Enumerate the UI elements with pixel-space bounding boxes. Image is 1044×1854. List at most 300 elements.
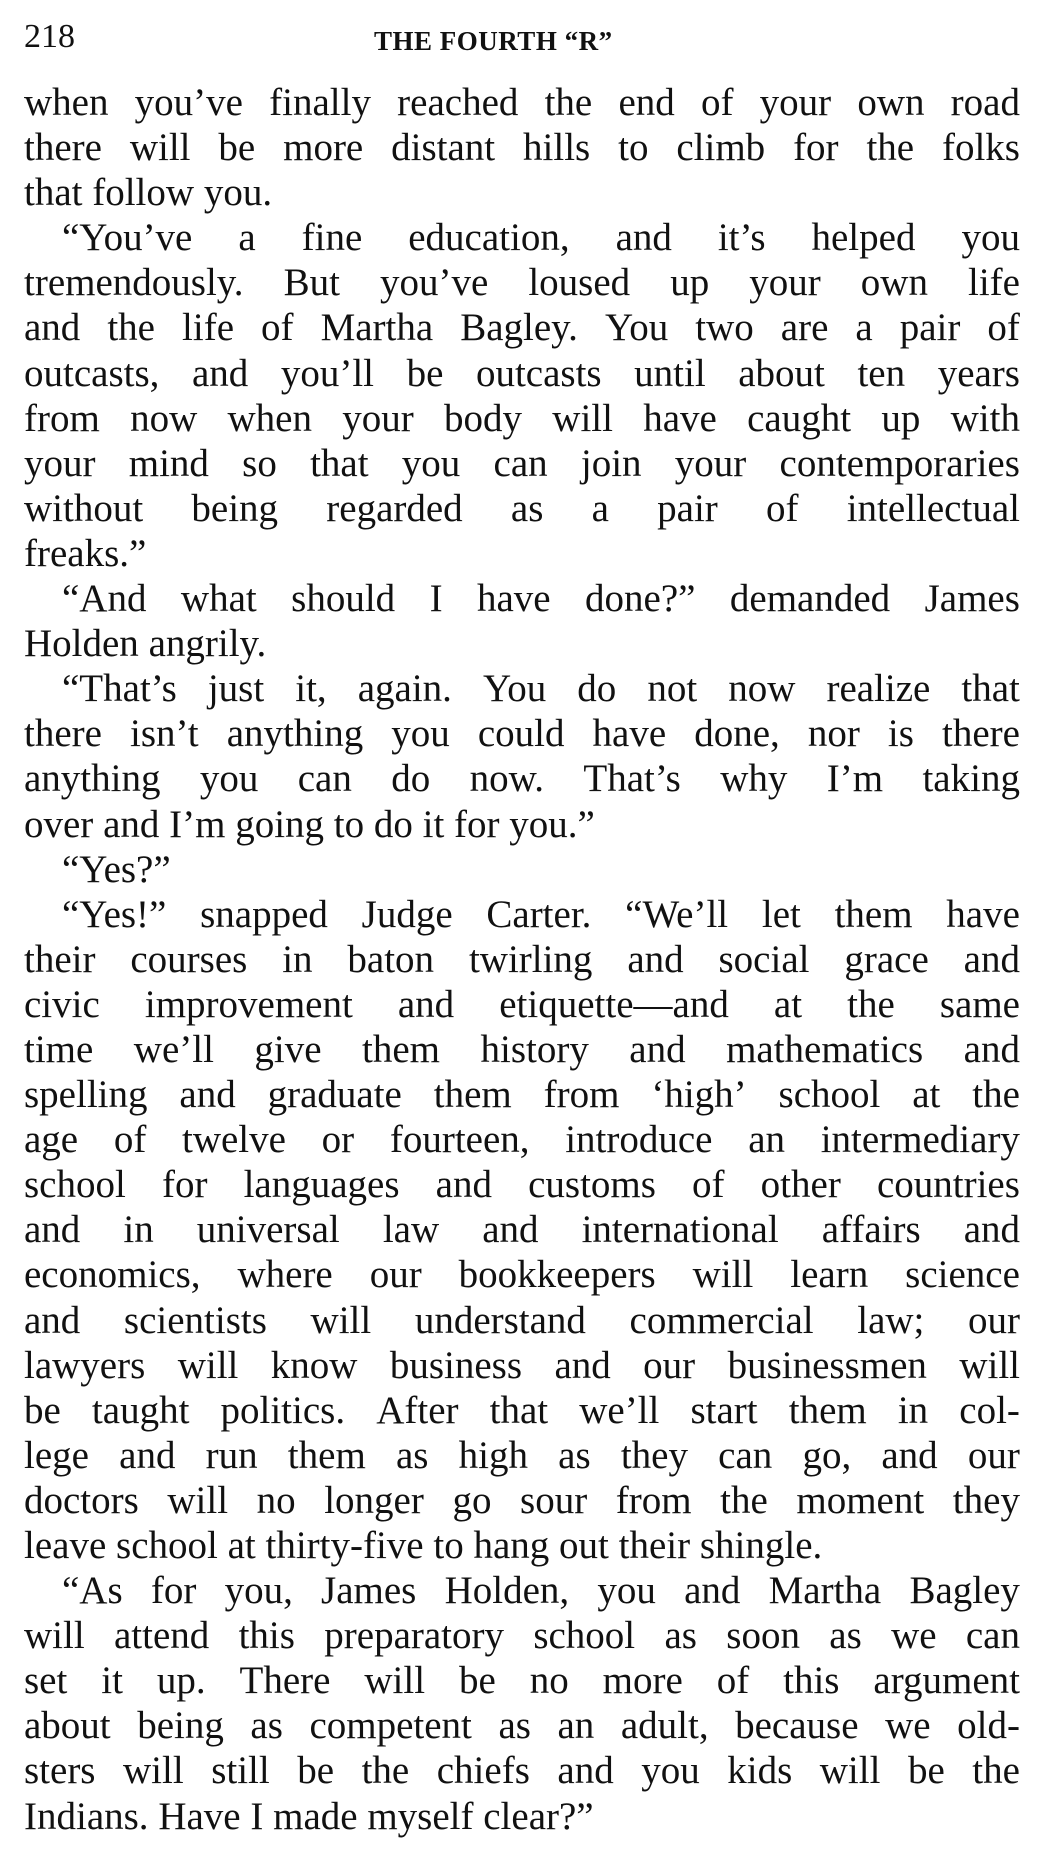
text-line bbox=[24, 1298, 1020, 1343]
word: Bagley bbox=[909, 1569, 1020, 1613]
word: do bbox=[391, 757, 431, 801]
word: James bbox=[924, 577, 1020, 621]
text-line bbox=[24, 486, 1020, 531]
text-line bbox=[24, 1072, 1020, 1117]
word: preparatory bbox=[324, 1614, 504, 1658]
word: up bbox=[670, 261, 710, 305]
word: social bbox=[718, 937, 810, 981]
word: are bbox=[780, 306, 829, 350]
word: years bbox=[937, 351, 1020, 395]
word: an bbox=[557, 1704, 595, 1748]
word: reached bbox=[397, 81, 519, 124]
word: and bbox=[629, 1027, 686, 1071]
word: when bbox=[227, 396, 312, 440]
word: will bbox=[959, 1343, 1020, 1387]
word: spelling bbox=[24, 1073, 148, 1117]
word: Indians. bbox=[24, 1794, 149, 1838]
word: nor bbox=[807, 712, 860, 756]
word: road bbox=[950, 81, 1020, 124]
word: for bbox=[150, 1569, 197, 1613]
word: myself bbox=[367, 1794, 474, 1838]
word: is bbox=[887, 712, 914, 756]
word: no bbox=[256, 1478, 296, 1522]
word: go, bbox=[802, 1433, 852, 1477]
word: you. bbox=[203, 171, 273, 215]
word: with bbox=[950, 396, 1020, 440]
text-line bbox=[24, 1388, 1020, 1433]
running-head: THE FOURTH “R” bbox=[374, 26, 613, 56]
word: and bbox=[881, 1433, 938, 1477]
text-line bbox=[24, 666, 1020, 711]
word: thirty-five bbox=[265, 1524, 424, 1567]
word: pair bbox=[657, 486, 718, 530]
word: going bbox=[235, 802, 325, 846]
word: your bbox=[759, 81, 832, 124]
word: anything bbox=[24, 757, 161, 801]
word: adult, bbox=[620, 1704, 709, 1748]
word: it bbox=[422, 802, 445, 846]
word: for bbox=[793, 126, 839, 170]
body-text bbox=[24, 80, 1020, 1839]
word: over bbox=[24, 802, 94, 846]
text-line bbox=[24, 756, 1020, 801]
word: to bbox=[333, 802, 365, 846]
word: no bbox=[529, 1659, 569, 1703]
word: out bbox=[559, 1524, 609, 1567]
word: of bbox=[716, 1659, 750, 1703]
word: that bbox=[961, 667, 1020, 711]
word: ‘high’ bbox=[651, 1073, 747, 1117]
word: you bbox=[401, 441, 461, 485]
word: be bbox=[907, 1749, 945, 1793]
word: start bbox=[690, 1388, 758, 1432]
word: doctors bbox=[24, 1478, 139, 1522]
word: the bbox=[544, 81, 593, 124]
word: a bbox=[591, 486, 609, 530]
word: isn’t bbox=[130, 712, 199, 756]
word: affairs bbox=[821, 1208, 921, 1252]
word: Carter. bbox=[486, 892, 592, 936]
word: lege bbox=[24, 1433, 89, 1477]
word: attend bbox=[113, 1614, 210, 1658]
word: their bbox=[24, 937, 96, 981]
word: realize bbox=[826, 667, 931, 711]
word: have bbox=[592, 712, 667, 756]
word: life bbox=[968, 261, 1020, 305]
word: There bbox=[239, 1659, 331, 1703]
word: climb bbox=[676, 126, 766, 170]
word: run bbox=[205, 1433, 258, 1477]
word: your bbox=[24, 441, 96, 485]
word: it’s bbox=[717, 216, 766, 260]
text-line bbox=[24, 305, 1020, 350]
word: moment bbox=[796, 1478, 925, 1522]
word: because bbox=[735, 1704, 859, 1748]
word: you’ll bbox=[280, 351, 375, 395]
word: school bbox=[533, 1614, 636, 1658]
word: you bbox=[597, 1569, 656, 1613]
text-line bbox=[24, 1794, 1020, 1839]
word: loused bbox=[528, 261, 631, 305]
word: as bbox=[395, 1433, 429, 1477]
word: about bbox=[24, 1704, 111, 1748]
word: graduate bbox=[267, 1073, 402, 1117]
word: what bbox=[180, 577, 257, 621]
text-line bbox=[24, 711, 1020, 756]
text-line bbox=[24, 847, 1020, 892]
word: will bbox=[129, 126, 191, 170]
text-line bbox=[24, 1703, 1020, 1748]
page-number: 218 bbox=[24, 18, 75, 55]
word: and bbox=[615, 216, 672, 260]
text-line bbox=[24, 1523, 1020, 1568]
word: the bbox=[972, 1073, 1020, 1117]
word: of bbox=[766, 486, 799, 530]
text-line bbox=[24, 441, 1020, 486]
word: your bbox=[749, 261, 821, 305]
word: their bbox=[618, 1524, 691, 1567]
word: the bbox=[107, 306, 155, 350]
word: our bbox=[967, 1433, 1020, 1477]
word: at bbox=[912, 1073, 941, 1117]
word: of bbox=[987, 306, 1020, 350]
word: when bbox=[24, 81, 109, 124]
word: your bbox=[674, 441, 747, 485]
text-line bbox=[24, 1027, 1020, 1072]
word: sour bbox=[520, 1478, 588, 1522]
word: or bbox=[321, 1118, 355, 1162]
word: understand bbox=[414, 1298, 586, 1342]
word: be bbox=[297, 1749, 335, 1793]
word: this bbox=[783, 1659, 840, 1703]
word: your bbox=[342, 396, 414, 440]
word: commercial bbox=[629, 1298, 814, 1342]
text-line bbox=[24, 892, 1020, 937]
word: you bbox=[641, 1749, 700, 1793]
word: can bbox=[965, 1614, 1020, 1658]
word: an bbox=[748, 1118, 785, 1162]
text-line bbox=[24, 396, 1020, 441]
word: now bbox=[130, 396, 198, 440]
word: we’ll bbox=[579, 1388, 660, 1432]
word: from bbox=[543, 1073, 620, 1117]
word: snapped bbox=[200, 892, 328, 936]
word: helped bbox=[811, 216, 916, 260]
word: “And bbox=[62, 577, 147, 621]
word: of bbox=[692, 1163, 725, 1207]
word: contemporaries bbox=[779, 441, 1020, 485]
word: and bbox=[435, 1163, 492, 1207]
word: lawyers bbox=[24, 1343, 146, 1387]
word: it, bbox=[295, 667, 327, 711]
word: After bbox=[376, 1388, 459, 1432]
text-line bbox=[24, 1433, 1020, 1478]
text-line bbox=[24, 1117, 1020, 1162]
word: will bbox=[819, 1749, 881, 1793]
word: pair bbox=[899, 306, 961, 350]
word: be bbox=[24, 1388, 61, 1432]
word: law; bbox=[857, 1298, 925, 1342]
word: you bbox=[391, 712, 450, 756]
word: as bbox=[498, 1704, 531, 1748]
text-line bbox=[24, 351, 1020, 396]
word: let bbox=[761, 892, 801, 936]
word: a bbox=[855, 306, 873, 350]
word: languages bbox=[243, 1163, 400, 1207]
word: age bbox=[24, 1118, 79, 1162]
word: as bbox=[250, 1704, 283, 1748]
word: will bbox=[24, 1614, 85, 1658]
word: chiefs bbox=[436, 1749, 530, 1793]
word: school bbox=[778, 1073, 881, 1117]
word: and bbox=[24, 1208, 81, 1252]
text-line bbox=[24, 125, 1020, 170]
word: taught bbox=[91, 1388, 190, 1432]
word: hills bbox=[523, 126, 591, 170]
word: bookkeepers bbox=[458, 1253, 656, 1297]
word: Holden, bbox=[444, 1569, 570, 1613]
word: “Yes!” bbox=[62, 892, 167, 936]
word: you, bbox=[224, 1569, 293, 1613]
page-header bbox=[24, 14, 1020, 58]
word: done?” bbox=[585, 577, 696, 621]
word: twirling bbox=[468, 937, 593, 981]
word: for bbox=[161, 1163, 208, 1207]
word: finally bbox=[269, 81, 371, 124]
word: and bbox=[684, 1569, 741, 1613]
word: in bbox=[282, 937, 313, 981]
word: can bbox=[718, 1433, 773, 1477]
word: will bbox=[177, 1343, 239, 1387]
word: mind bbox=[128, 441, 209, 485]
word: up bbox=[881, 396, 921, 440]
word: caught bbox=[747, 396, 852, 440]
text-line bbox=[24, 1343, 1020, 1388]
word: now bbox=[728, 667, 796, 711]
word: that bbox=[310, 441, 369, 485]
text-line bbox=[24, 982, 1020, 1027]
text-line bbox=[24, 937, 1020, 982]
word: and bbox=[397, 982, 455, 1026]
word: I’m bbox=[826, 757, 884, 801]
word: body bbox=[444, 396, 523, 440]
word: do bbox=[577, 667, 617, 711]
word: Martha bbox=[768, 1569, 882, 1613]
word: join bbox=[580, 441, 642, 485]
word: that bbox=[24, 171, 83, 215]
word: will bbox=[364, 1659, 426, 1703]
text-line bbox=[24, 1748, 1020, 1793]
word: you’ve bbox=[134, 81, 243, 124]
word: not bbox=[647, 667, 698, 711]
word: life bbox=[182, 306, 234, 350]
word: You bbox=[482, 667, 547, 711]
word: will bbox=[167, 1478, 229, 1522]
text-line bbox=[24, 1478, 1020, 1523]
word: and bbox=[554, 1343, 611, 1387]
word: customs bbox=[528, 1163, 656, 1207]
word: “You’ve bbox=[62, 216, 193, 260]
word: competent bbox=[309, 1704, 472, 1748]
word: our bbox=[369, 1253, 422, 1297]
text-line bbox=[24, 170, 1020, 215]
word: freaks.” bbox=[24, 531, 147, 575]
word: “As bbox=[62, 1569, 123, 1613]
word: business bbox=[389, 1343, 523, 1387]
word: I’m bbox=[169, 802, 226, 846]
word: sters bbox=[24, 1749, 96, 1793]
word: and bbox=[24, 306, 81, 350]
word: civic bbox=[24, 982, 100, 1026]
text-line bbox=[24, 215, 1020, 260]
word: and bbox=[24, 1298, 81, 1342]
word: fourteen, bbox=[389, 1118, 530, 1162]
word: you bbox=[199, 757, 259, 801]
word: But bbox=[283, 261, 340, 305]
word: Holden bbox=[24, 622, 139, 666]
word: can bbox=[493, 441, 548, 485]
word: from bbox=[24, 396, 100, 440]
word: end bbox=[618, 81, 675, 124]
word: Have bbox=[158, 1794, 241, 1838]
word: from bbox=[615, 1478, 692, 1522]
word: will bbox=[692, 1253, 754, 1297]
word: own bbox=[857, 81, 925, 124]
text-line bbox=[24, 1162, 1020, 1207]
word: demanded bbox=[729, 577, 891, 621]
word: at bbox=[773, 982, 803, 1026]
word: a bbox=[238, 216, 256, 260]
word: school bbox=[24, 1163, 126, 1207]
text-line bbox=[24, 1613, 1020, 1658]
text-line bbox=[24, 1252, 1020, 1297]
word: we’ll bbox=[133, 1027, 214, 1071]
word: as bbox=[664, 1614, 697, 1658]
word: still bbox=[211, 1749, 270, 1793]
word: courses bbox=[130, 937, 248, 981]
word: col- bbox=[959, 1388, 1020, 1432]
word: and bbox=[963, 1027, 1020, 1071]
word: of bbox=[700, 81, 734, 124]
word: you.” bbox=[509, 802, 595, 846]
word: as bbox=[510, 486, 544, 530]
word: we bbox=[885, 1704, 931, 1748]
word: you bbox=[961, 216, 1020, 260]
word: so bbox=[242, 441, 277, 485]
word: will bbox=[310, 1298, 372, 1342]
word: kids bbox=[727, 1749, 793, 1793]
word: own bbox=[860, 261, 928, 305]
word: now. bbox=[469, 757, 544, 801]
word: school bbox=[116, 1524, 218, 1567]
word: our bbox=[643, 1343, 696, 1387]
word: done, bbox=[694, 712, 780, 756]
text-line bbox=[24, 621, 1020, 666]
word: more bbox=[602, 1659, 683, 1703]
word: them bbox=[788, 1388, 867, 1432]
word: time bbox=[24, 1027, 94, 1071]
word: set bbox=[24, 1659, 68, 1703]
word: improvement bbox=[144, 982, 353, 1026]
word: have bbox=[946, 892, 1020, 936]
word: them bbox=[287, 1433, 366, 1477]
word: of bbox=[113, 1118, 147, 1162]
word: ten bbox=[857, 351, 906, 395]
word: the bbox=[720, 1478, 768, 1522]
word: That’s bbox=[583, 757, 681, 801]
word: high bbox=[458, 1433, 528, 1477]
text-line bbox=[24, 260, 1020, 305]
text-line bbox=[24, 531, 1020, 576]
word: I bbox=[250, 1794, 264, 1838]
word: go bbox=[452, 1478, 492, 1522]
word: they bbox=[952, 1478, 1020, 1522]
word: longer bbox=[324, 1478, 424, 1522]
word: soon bbox=[726, 1614, 800, 1658]
word: that bbox=[489, 1388, 549, 1432]
word: international bbox=[581, 1208, 779, 1252]
word: follow bbox=[92, 171, 195, 215]
word: outcasts bbox=[475, 351, 602, 395]
word: them bbox=[433, 1073, 512, 1117]
word: will bbox=[552, 396, 613, 440]
word: fine bbox=[301, 216, 363, 260]
word: they bbox=[620, 1433, 688, 1477]
word: there bbox=[24, 712, 102, 756]
word: know bbox=[270, 1343, 358, 1387]
word: we bbox=[891, 1614, 937, 1658]
word: etiquette—and bbox=[499, 982, 729, 1026]
word: twelve bbox=[182, 1118, 286, 1162]
word: and bbox=[119, 1433, 176, 1477]
word: You bbox=[604, 306, 669, 350]
word: have bbox=[643, 396, 717, 440]
word: in bbox=[123, 1208, 154, 1252]
word: again. bbox=[357, 667, 452, 711]
word: economics, bbox=[24, 1253, 201, 1297]
word: and bbox=[963, 1208, 1020, 1252]
word: learn bbox=[790, 1253, 869, 1297]
word: can bbox=[297, 757, 352, 801]
word: as bbox=[558, 1433, 591, 1477]
word: without bbox=[24, 486, 144, 530]
word: I bbox=[429, 577, 443, 621]
word: and bbox=[103, 802, 160, 846]
word: there bbox=[942, 712, 1020, 756]
word: give bbox=[254, 1027, 322, 1071]
word: to bbox=[433, 1524, 464, 1567]
word: “We’ll bbox=[625, 892, 729, 936]
word: should bbox=[291, 577, 396, 621]
word: “Yes?” bbox=[62, 847, 171, 891]
word: them bbox=[834, 892, 913, 936]
word: hang bbox=[473, 1524, 550, 1567]
text-line bbox=[24, 1658, 1020, 1703]
word: there bbox=[24, 126, 102, 170]
word: anything bbox=[226, 712, 364, 756]
word: two bbox=[695, 306, 754, 350]
word: made bbox=[273, 1794, 358, 1838]
word: clear?” bbox=[483, 1794, 594, 1838]
text-line bbox=[24, 802, 1020, 847]
word: our bbox=[968, 1298, 1020, 1342]
word: law bbox=[382, 1208, 440, 1252]
word: about bbox=[738, 351, 825, 395]
word: be bbox=[458, 1659, 496, 1703]
word: it bbox=[101, 1659, 123, 1703]
word: James bbox=[321, 1569, 417, 1613]
word: leave bbox=[24, 1524, 107, 1567]
